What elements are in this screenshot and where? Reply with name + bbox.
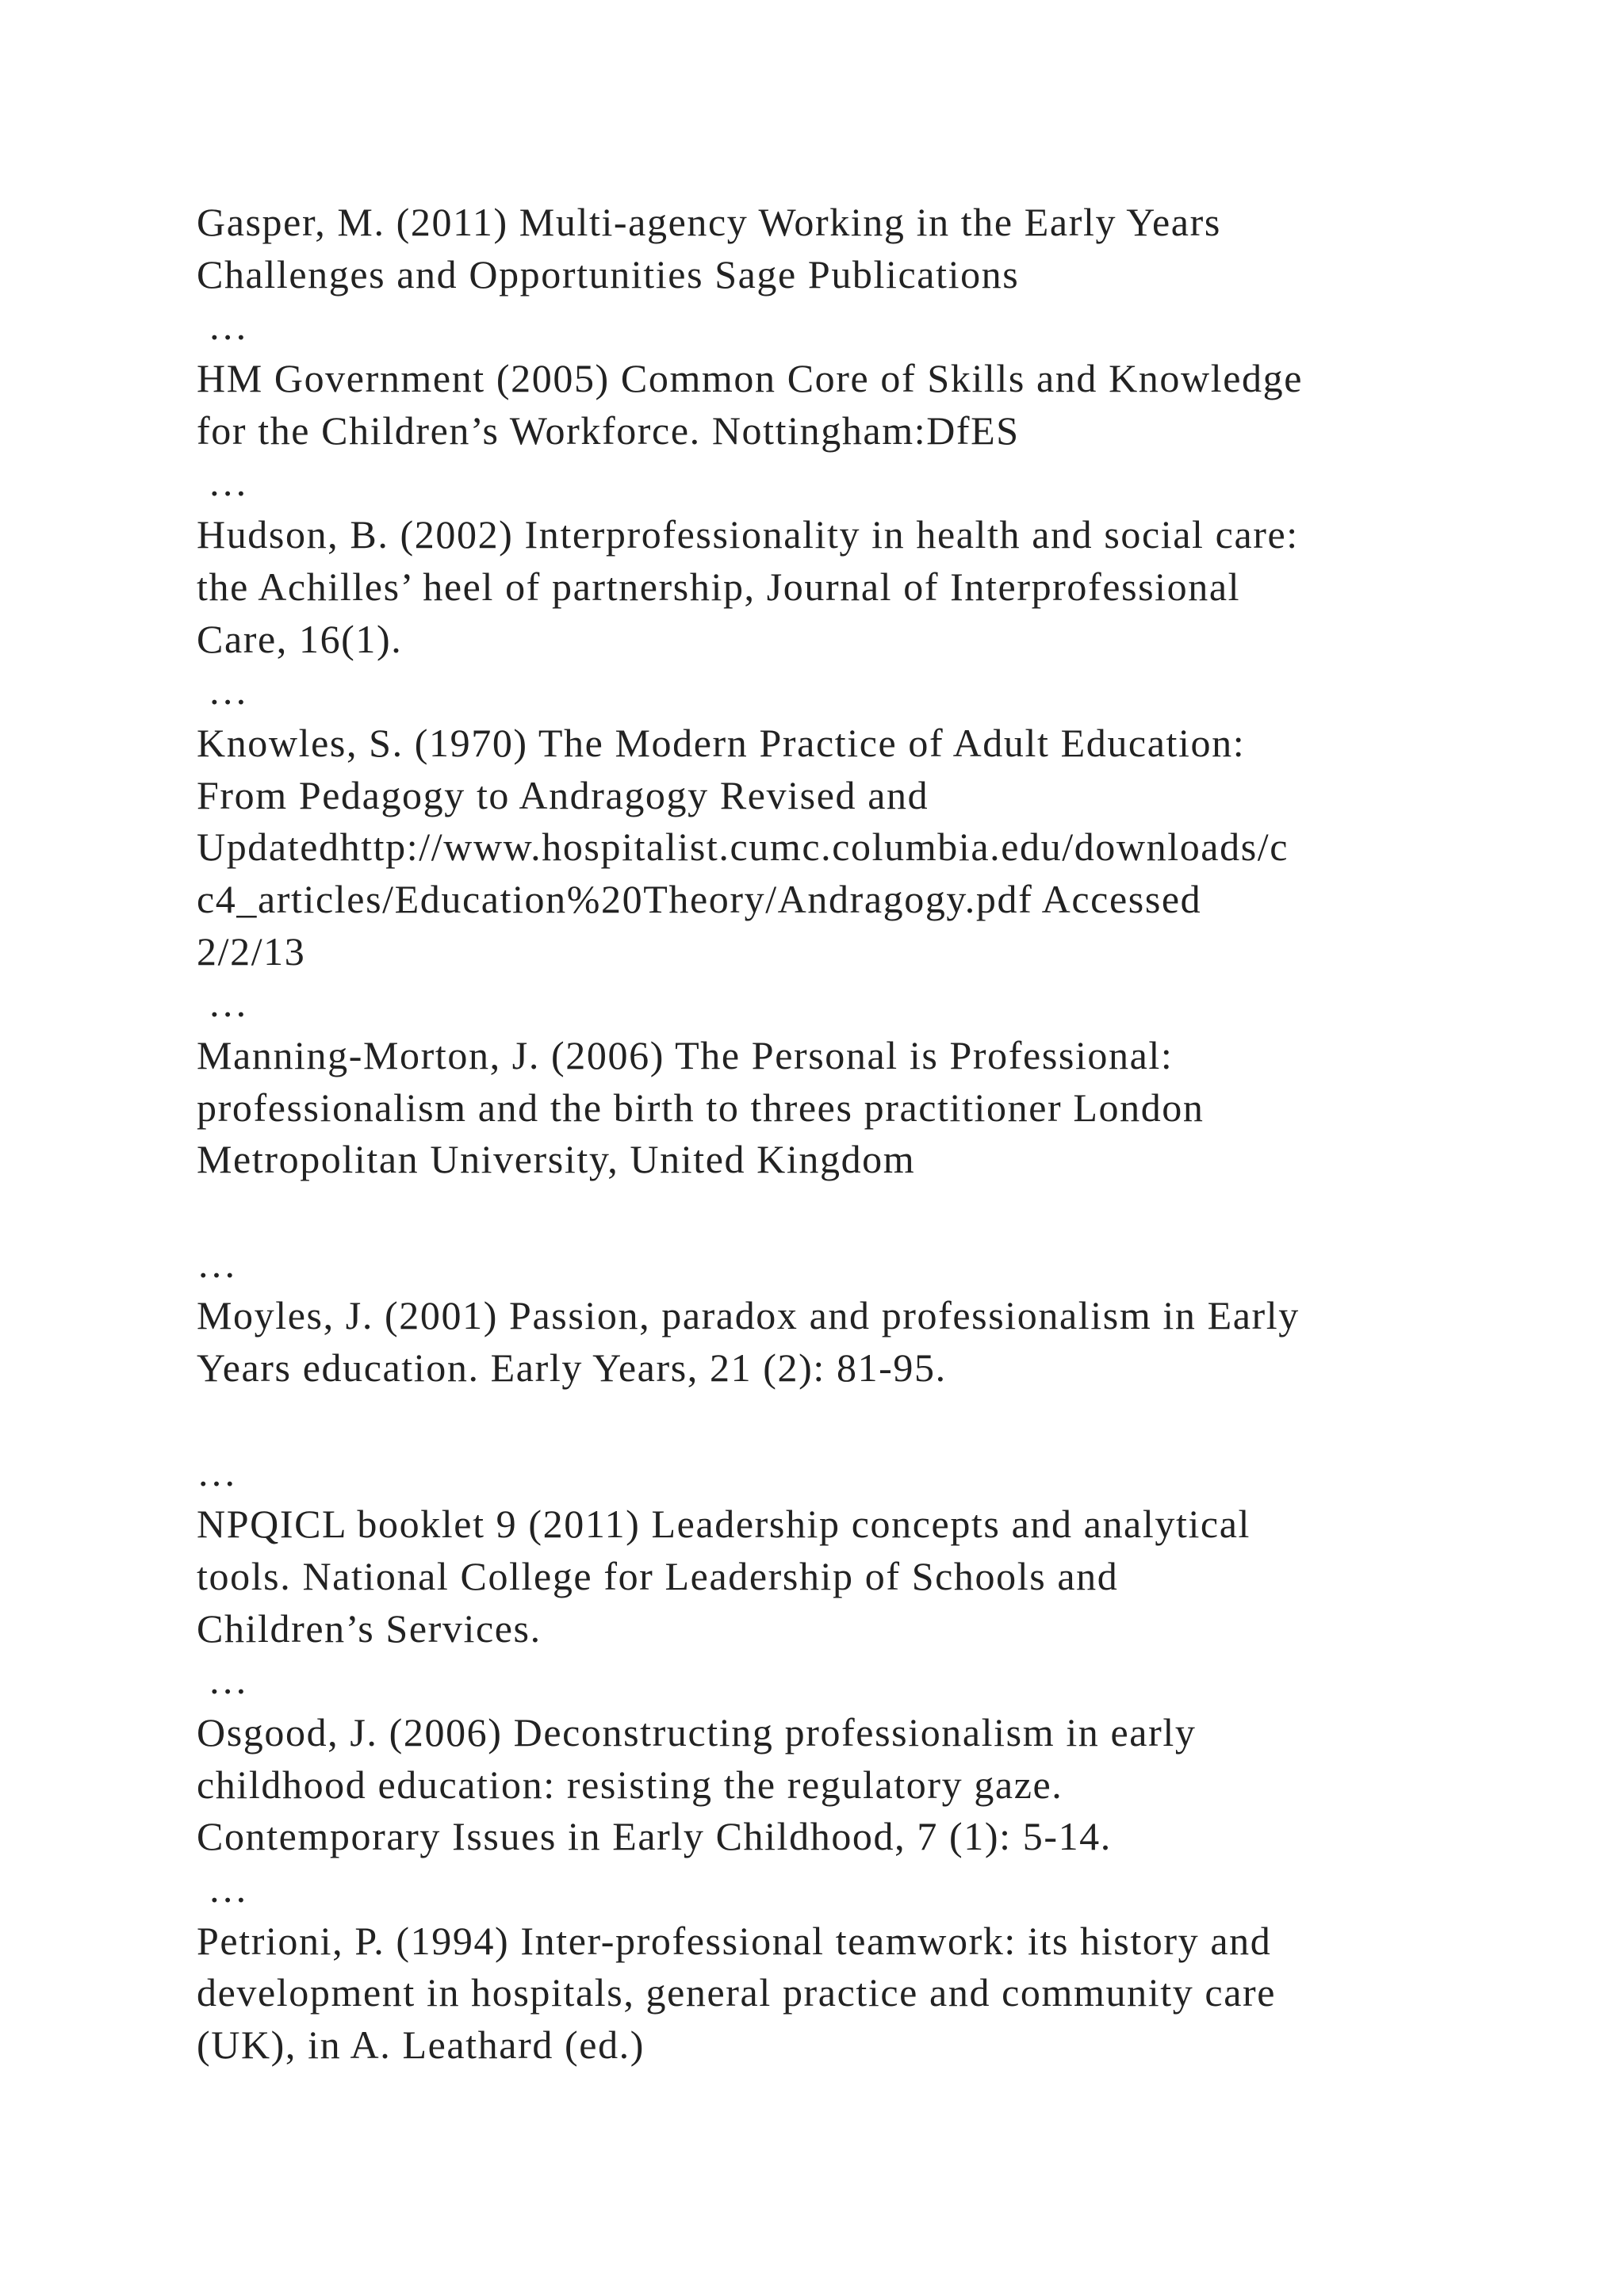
text-line: c4_articles/Education%20Theory/Andragogy.pdf Accessed bbox=[197, 876, 1202, 921]
text-line: tools. National College for Leadership of Schools and bbox=[197, 1553, 1119, 1598]
reference-list bbox=[197, 197, 1465, 2072]
text-line: Challenges and Opportunities Sage Publications bbox=[197, 251, 1020, 297]
text-line: Children’s Services. bbox=[197, 1605, 542, 1651]
ellipsis-line: … bbox=[197, 1658, 249, 1703]
text-line: Updatedhttp://www.hospitalist.cumc.columbia.edu/downloads/c bbox=[197, 825, 1289, 870]
text-line: development in hospitals, general practice and community care bbox=[197, 1970, 1277, 2015]
text-line: Hudson, B. (2002) Interprofessionality in health and social care: bbox=[197, 512, 1299, 557]
text-line: NPQICL booklet 9 (2011) Leadership concepts and analytical bbox=[197, 1502, 1251, 1547]
text-line: professionalism and the birth to threes practitioner London bbox=[197, 1085, 1205, 1130]
text-line: the Achilles’ heel of partnership, Journal of Interprofessional bbox=[197, 564, 1241, 609]
text-line: Metropolitan University, United Kingdom bbox=[197, 1137, 916, 1182]
blank-line bbox=[197, 1186, 1465, 1238]
ellipsis-line: … bbox=[197, 668, 249, 714]
text-line: (UK), in A. Leathard (ed.) bbox=[197, 2022, 645, 2068]
ellipsis-line: … bbox=[197, 460, 249, 505]
ellipsis-line: … bbox=[197, 304, 249, 349]
text-line: From Pedagogy to Andragogy Revised and bbox=[197, 772, 929, 817]
text-line: 2/2/13 bbox=[197, 928, 306, 974]
text-line: Osgood, J. (2006) Deconstructing professionalism in early bbox=[197, 1709, 1197, 1755]
ellipsis-line: … bbox=[197, 1449, 238, 1494]
text-line: Years education. Early Years, 21 (2): 81-95. bbox=[197, 1345, 947, 1391]
text-line: HM Government (2005) Common Core of Skills and Knowledge bbox=[197, 356, 1303, 401]
text-line: Contemporary Issues in Early Childhood, 7 (1): 5-14. bbox=[197, 1814, 1112, 1859]
text-line: childhood education: resisting the regulatory gaze. bbox=[197, 1762, 1063, 1807]
text-line: for the Children’s Workforce. Nottingham:DfES bbox=[197, 408, 1020, 453]
ellipsis-line: … bbox=[197, 981, 249, 1026]
text-line: Petrioni, P. (1994) Inter-professional teamwork: its history and bbox=[197, 1918, 1272, 1963]
text-line: Gasper, M. (2011) Multi-agency Working in the Early Years bbox=[197, 200, 1221, 244]
text-line: Manning-Morton, J. (2006) The Personal is Professional: bbox=[197, 1033, 1174, 1077]
text-line: Moyles, J. (2001) Passion, paradox and professionalism in Early bbox=[197, 1293, 1300, 1338]
ellipsis-line: … bbox=[197, 1866, 249, 1911]
blank-line bbox=[197, 1395, 1465, 1447]
text-line: Knowles, S. (1970) The Modern Practice of Adult Education: bbox=[197, 720, 1246, 765]
ellipsis-line: … bbox=[197, 1241, 238, 1286]
text-line: Care, 16(1). bbox=[197, 616, 403, 661]
